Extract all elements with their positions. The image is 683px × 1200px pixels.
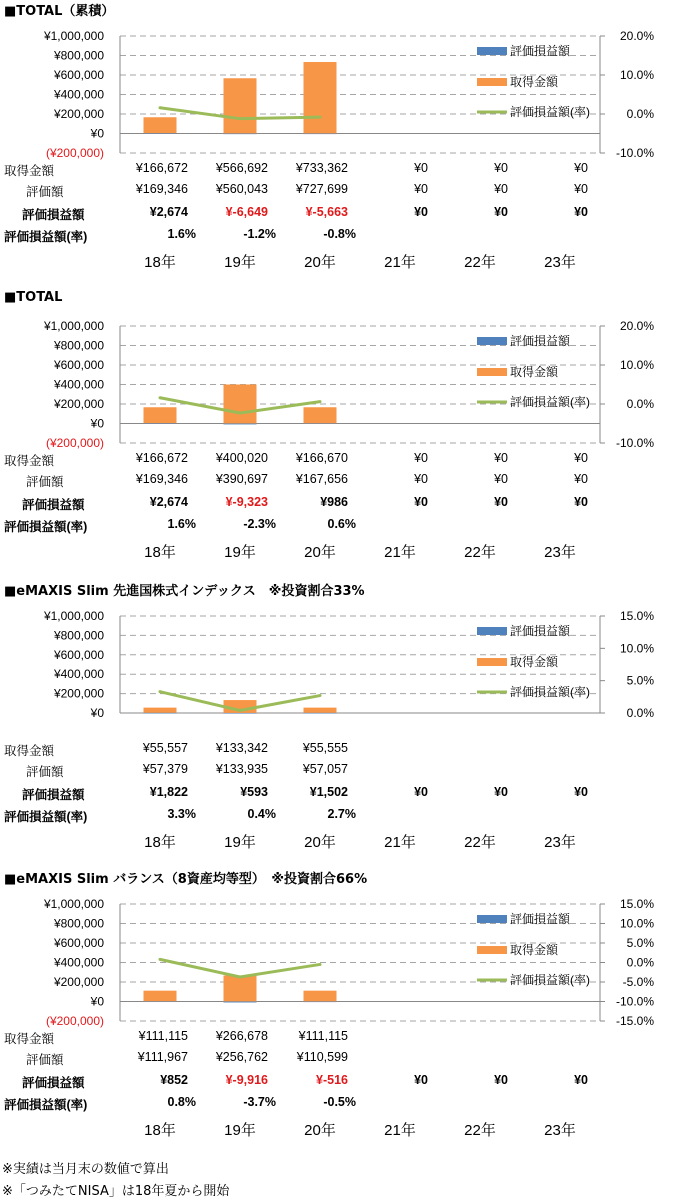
y-tick-label: ¥800,000 [53,48,104,63]
y-tick-label: ¥400,000 [53,667,104,682]
y2-tick-label: 0.0% [626,706,654,720]
row-cell: ¥400,020 [215,451,268,465]
bar-gain [224,1002,257,1003]
row-cell: ¥0 [494,472,508,486]
row-cell: 0.6% [327,517,356,531]
legend-swatch-gain [477,47,507,55]
line-rate-point [159,690,162,693]
footnote-2: ※「つみたてNISA」は18年夏から開始 [2,1184,230,1199]
y-tick-label: ¥600,000 [53,358,104,372]
row-cell: ¥0 [414,205,428,219]
legend-label-acquisition: 取得金額 [510,365,559,379]
row-cell: 0.4% [247,807,276,821]
row-cell: ¥0 [574,785,588,799]
row-cell: ¥-6,649 [225,205,268,219]
line-rate-point [159,396,162,399]
y-tick-label: ¥1,000,000 [43,609,104,623]
y2-tick-label: 0.0% [626,955,654,970]
legend-swatch-gain [477,915,507,923]
y2-tick-label: 15.0% [619,897,654,911]
row-valuation [0,1050,683,1070]
legend-label-rate: 評価損益額(率) [510,685,590,699]
y2-tick-label: 20.0% [619,319,654,333]
bar-acquisition [144,117,177,133]
row-cell: ¥57,379 [142,762,188,776]
row-rate [0,1095,683,1115]
row-cell: ¥0 [574,205,588,219]
year-label: 23年 [544,544,576,561]
row-label: 取得金額 [4,744,55,758]
row-cell: -0.5% [323,1095,356,1109]
row-cell: ¥55,557 [142,741,188,755]
row-cell: ¥560,043 [215,182,268,196]
line-rate-point [159,958,162,961]
bar-gain [224,713,257,714]
bar-acquisition [224,78,257,133]
legend [477,333,590,409]
y-tick-label: ¥200,000 [53,107,104,121]
row-cell: -3.7% [243,1095,276,1109]
row-cell: ¥133,342 [215,741,268,755]
y2-tick-label: 10.0% [619,358,654,372]
row-cell: ¥55,555 [302,741,348,755]
legend [477,43,590,119]
year-label: 23年 [544,1122,576,1139]
y-tick-label: ¥800,000 [53,628,104,643]
row-cell: ¥169,346 [135,472,188,486]
y-tick-label: (¥200,000) [45,146,104,160]
chart-plot [0,580,683,740]
year-label: 22年 [464,834,496,851]
line-rate-point [239,411,242,414]
year-label: 21年 [384,1122,416,1139]
row-cell: ¥733,362 [295,161,348,175]
bar-acquisition [304,62,337,134]
legend-label-acquisition: 取得金額 [510,943,559,957]
y-tick-label: ¥600,000 [53,647,104,662]
year-label: 21年 [384,544,416,561]
row-label: 評価損益額 [22,498,85,512]
y-tick-label: ¥400,000 [53,87,104,102]
bar-gain [224,134,257,135]
row-cell: ¥566,692 [215,161,268,175]
y2-tick-label: 0.0% [626,107,654,121]
row-cell: ¥166,670 [295,451,348,465]
row-cell: ¥727,699 [295,182,348,196]
line-rate-point [239,117,242,120]
year-label: 19年 [224,834,256,851]
row-cell: ¥166,672 [135,161,188,175]
chart-plot [0,290,683,450]
row-label: 評価損益額(率) [4,810,88,824]
row-cell: ¥-9,916 [225,1073,268,1087]
row-cell: ¥266,678 [215,1029,268,1043]
row-cell: 1.6% [167,517,196,531]
chart-plot [0,868,683,1028]
year-axis-labels [0,541,683,561]
row-gain [0,1073,683,1093]
year-label: 19年 [224,1122,256,1139]
y-tick-label: ¥0 [90,416,104,431]
bar-gain [144,713,177,714]
bar-acquisition [224,975,257,1001]
legend-swatch-acquisition [477,368,507,376]
year-label: 23年 [544,254,576,271]
legend-label-gain: 評価損益額 [510,912,571,926]
row-cell: -0.8% [323,227,356,241]
bar-acquisition [144,991,177,1002]
row-cell: ¥0 [494,785,508,799]
row-cell: ¥111,115 [298,1029,348,1043]
y-tick-label: ¥0 [90,706,104,720]
year-label: 18年 [144,544,176,561]
row-cell: ¥0 [574,182,588,196]
row-cell: ¥0 [574,161,588,175]
y2-tick-label: -10.0% [615,994,654,1009]
bar-gain [144,133,177,134]
row-cell: ¥256,762 [215,1050,268,1064]
row-cell: ¥0 [494,451,508,465]
row-label: 評価損益額 [22,208,85,222]
row-label: 評価額 [26,185,64,199]
row-label: 評価額 [26,765,64,779]
legend-swatch-acquisition [477,78,507,86]
line-rate-point [159,106,162,109]
year-label: 22年 [464,544,496,561]
row-cell: ¥110,599 [296,1050,348,1064]
y2-tick-label: 10.0% [619,916,654,931]
row-label: 評価額 [26,475,64,489]
row-cell: 0.8% [167,1095,196,1109]
year-label: 22年 [464,1122,496,1139]
year-label: 18年 [144,834,176,851]
bar-acquisition [304,407,337,423]
row-cell: ¥2,674 [149,495,188,509]
section-title: ■TOTAL（累積） [4,4,115,19]
bar-gain [144,1001,177,1002]
y-tick-label: ¥400,000 [53,377,104,392]
row-cell: ¥2,674 [149,205,188,219]
legend [477,911,590,987]
y2-tick-label: 15.0% [619,609,654,623]
year-label: 20年 [304,254,336,271]
section-emaxis-developed [0,580,683,870]
y2-tick-label: 20.0% [619,29,654,43]
year-label: 20年 [304,1122,336,1139]
row-cell: ¥593 [240,785,268,799]
y-tick-label: ¥1,000,000 [43,29,104,43]
row-cell: ¥133,935 [215,762,268,776]
year-label: 18年 [144,254,176,271]
row-cell: ¥0 [414,785,428,799]
row-cell: ¥0 [574,472,588,486]
row-cell: -1.2% [243,227,276,241]
bar-gain [304,423,337,424]
year-label: 22年 [464,254,496,271]
bar-gain [304,1002,337,1003]
row-acquisition [0,161,683,181]
bar-acquisition [304,991,337,1002]
row-label: 評価損益額(率) [4,1098,88,1112]
bar-acquisition [144,708,177,713]
section-title: ■eMAXIS Slim バランス（8資産均等型） ※投資割合66% [4,872,368,887]
year-axis-labels [0,1119,683,1139]
year-label: 20年 [304,834,336,851]
y-tick-label: ¥800,000 [53,916,104,931]
legend-label-rate: 評価損益額(率) [510,973,590,987]
row-cell: ¥0 [494,205,508,219]
year-label: 23年 [544,834,576,851]
legend-label-gain: 評価損益額 [510,624,571,638]
section-title: ■eMAXIS Slim 先進国株式インデックス ※投資割合33% [4,584,365,599]
year-label: 19年 [224,544,256,561]
row-rate [0,807,683,827]
row-cell: ¥57,057 [302,762,348,776]
y-tick-label: ¥200,000 [53,397,104,411]
row-cell: 2.7% [327,807,356,821]
row-cell: ¥390,697 [215,472,268,486]
row-gain [0,205,683,225]
row-label: 取得金額 [4,1032,55,1046]
row-cell: 3.3% [167,807,196,821]
row-label: 評価損益額 [22,788,85,802]
row-cell: ¥0 [414,472,428,486]
line-rate-point [239,975,242,978]
year-axis-labels [0,831,683,851]
row-label: 評価損益額(率) [4,520,88,534]
section-total [0,290,683,580]
y-tick-label: ¥600,000 [53,936,104,950]
row-cell: ¥0 [494,495,508,509]
y-tick-label: (¥200,000) [45,1014,104,1028]
legend-swatch-gain [477,337,507,345]
legend-label-acquisition: 取得金額 [510,75,559,89]
row-valuation [0,762,683,782]
bar-gain [144,423,177,424]
bar-gain [224,424,257,425]
legend-swatch-acquisition [477,946,507,954]
legend-label-gain: 評価損益額 [510,334,571,348]
row-cell: ¥-9,323 [225,495,268,509]
bar-acquisition [224,384,257,423]
y-tick-label: ¥1,000,000 [43,897,104,911]
row-cell: ¥0 [414,161,428,175]
bar-acquisition [144,407,177,423]
line-rate-point [319,963,322,966]
year-axis-labels [0,251,683,271]
y2-tick-label: -15.0% [615,1014,654,1028]
row-gain [0,785,683,805]
legend [477,623,590,699]
y2-tick-label: -10.0% [615,146,654,160]
row-label: 取得金額 [4,164,55,178]
year-label: 18年 [144,1122,176,1139]
y2-tick-label: -5.0% [622,975,654,989]
row-cell: ¥-516 [316,1073,348,1087]
row-cell: ¥0 [414,182,428,196]
row-cell: ¥0 [494,1073,508,1087]
row-acquisition [0,1029,683,1049]
row-cell: ¥0 [414,451,428,465]
year-label: 20年 [304,544,336,561]
row-cell: ¥-5,663 [305,205,348,219]
row-cell: ¥1,822 [149,785,188,799]
y2-tick-label: 5.0% [626,936,654,950]
row-cell: ¥1,502 [309,785,348,799]
line-rate-point [319,400,322,403]
chart-plot [0,0,683,160]
line-rate-point [319,116,322,119]
row-cell: ¥166,672 [135,451,188,465]
year-label: 21年 [384,254,416,271]
section-emaxis-balance [0,868,683,1158]
y-tick-label: ¥800,000 [53,338,104,353]
bar-acquisition [304,708,337,713]
line-rate-point [239,709,242,712]
year-label: 21年 [384,834,416,851]
y2-tick-label: -10.0% [615,436,654,450]
legend-label-acquisition: 取得金額 [510,655,559,669]
y2-tick-label: 5.0% [626,673,654,688]
row-cell: ¥0 [414,495,428,509]
row-cell: ¥167,656 [295,472,348,486]
bar-gain [304,134,337,135]
line-rate-point [319,694,322,697]
row-cell: 1.6% [167,227,196,241]
row-cell: ¥111,967 [137,1050,188,1064]
legend-swatch-gain [477,627,507,635]
row-cell: ¥111,115 [138,1029,188,1043]
row-rate [0,517,683,537]
row-acquisition [0,451,683,471]
row-cell: ¥0 [574,451,588,465]
y-tick-label: ¥1,000,000 [43,319,104,333]
y-tick-label: ¥200,000 [53,686,104,701]
bar-gain [304,713,337,714]
row-cell: ¥0 [574,495,588,509]
legend-label-rate: 評価損益額(率) [510,395,590,409]
row-cell: ¥0 [414,1073,428,1087]
y2-tick-label: 10.0% [619,68,654,82]
legend-swatch-acquisition [477,658,507,666]
row-cell: -2.3% [243,517,276,531]
y-tick-label: ¥400,000 [53,955,104,970]
year-label: 19年 [224,254,256,271]
y-tick-label: ¥200,000 [53,975,104,989]
row-cell: ¥0 [494,161,508,175]
y2-tick-label: 10.0% [619,641,654,656]
row-valuation [0,472,683,492]
row-acquisition [0,741,683,761]
row-label: 評価額 [26,1053,64,1067]
row-valuation [0,182,683,202]
row-label: 評価損益額(率) [4,230,88,244]
row-cell: ¥0 [494,182,508,196]
y-tick-label: ¥0 [90,994,104,1009]
y-tick-label: (¥200,000) [45,436,104,450]
row-cell: ¥0 [574,1073,588,1087]
legend-label-rate: 評価損益額(率) [510,105,590,119]
y2-tick-label: 0.0% [626,397,654,411]
y-tick-label: ¥0 [90,126,104,141]
y-tick-label: ¥600,000 [53,68,104,82]
row-label: 取得金額 [4,454,55,468]
row-gain [0,495,683,515]
row-cell: ¥986 [320,495,348,509]
footnote-1: ※実績は当月末の数値で算出 [2,1162,169,1177]
row-rate [0,227,683,247]
section-total-cumulative [0,0,683,290]
legend-label-gain: 評価損益額 [510,44,571,58]
row-label: 評価損益額 [22,1076,85,1090]
row-cell: ¥852 [160,1073,188,1087]
row-cell: ¥169,346 [135,182,188,196]
section-title: ■TOTAL [4,290,63,305]
